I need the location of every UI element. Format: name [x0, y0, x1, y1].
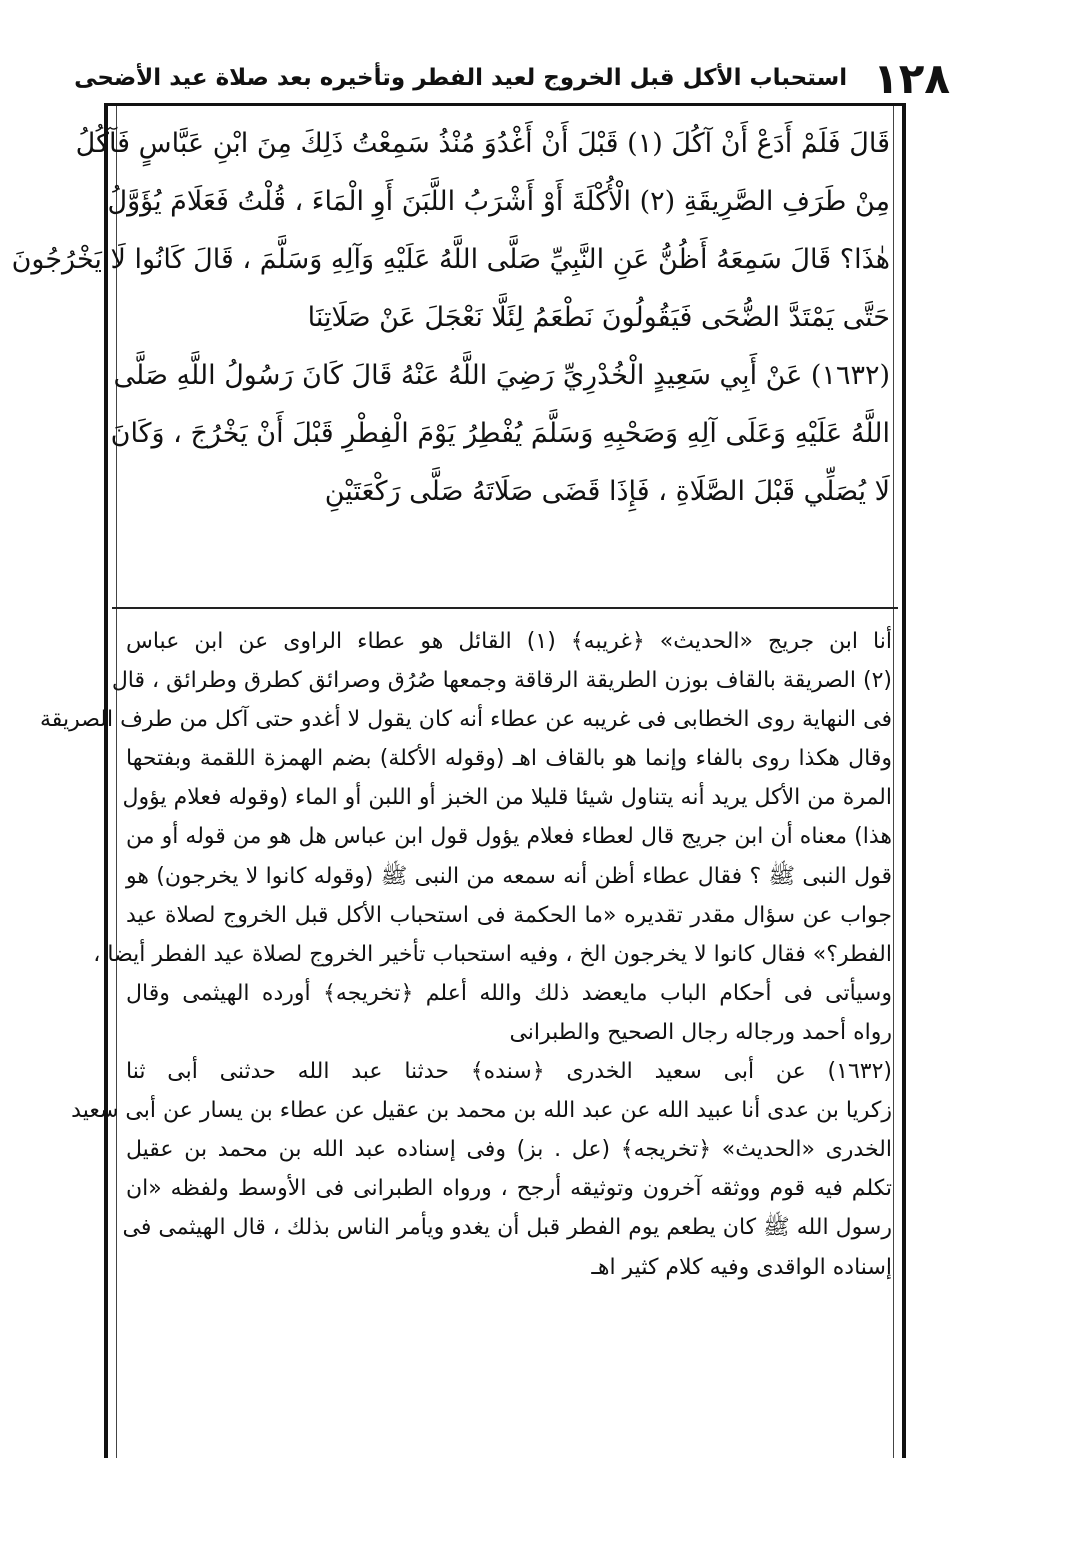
page-header: [74, 48, 950, 108]
commentary-line: فى النهاية روى الخطابى فى غريبه عن عطاء أنه كان يقول لا أغدو حتى آكل من طرف الصريقة: [40, 707, 892, 733]
commentary-line: الفطر؟» فقال كانوا لا يخرجون الخ ، وفيه استحباب تأخير الخروج لصلاة عيد الفطر أيضا ،: [93, 941, 892, 967]
hadith-line: قَالَ فَلَمْ أَدَعْ أَنْ آكُلَ (١) قَبْلَ أَنْ أَغْدُوَ مُنْذُ سَمِعْتُ ذَلِكَ مِنَ ابْنِ عَبَّاسٍ فَآكُلُ: [75, 128, 890, 159]
commentary-line: المرة من الأكل يريد أنه يتناول شيئا قليلا من الخبز أو اللبن أو الماء (وقوله فعلام يؤول: [122, 785, 892, 811]
commentary-line: وسيأتى فى أحكام الباب مايعضد ذلك والله أعلم ﴿تخريجه﴾ أورده الهيثمى وقال: [126, 980, 892, 1006]
commentary-line: قول النبى ﷺ ؟ فقال عطاء أظن أنه سمعه من النبى ﷺ (وقوله كانوا لا يخرجون) هو: [126, 863, 892, 889]
commentary-line: الخدرى «الحديث» ﴿تخريجه﴾ (عل . بز) وفى إسناده عبد الله بن محمد بن عقيل: [126, 1137, 892, 1163]
commentary-line: (١٦٣٢) عن أبى سعيد الخدرى ﴿سنده﴾ حدثنا عبد الله حدثنى أبى ثنا: [126, 1059, 892, 1085]
commentary-line: أنا ابن جريج «الحديث» ﴿غريبه﴾ (١) القائل هو عطاء الراوى عن ابن عباس: [126, 629, 892, 654]
hadith-line: اللَّهُ عَلَيْهِ وَعَلَى آلِهِ وَصَحْبِهِ وَسَلَّمَ يُفْطِرُ يَوْمَ الْفِطْرِ قَبْلَ أَنْ يَخْرُجَ ، وَكَانَ: [110, 418, 890, 449]
hadith-line: مِنْ طَرَفِ الصَّرِيقَةِ (٢) الْأُكْلَةَ أَوْ أَشْرَبُ اللَّبَنَ أَوِ الْمَاءَ ، قُلْتُ فَعَلَامَ يُؤَوَّلُ: [107, 186, 890, 217]
commentary-line: وقال هكذا روى بالفاء وإنما هو بالقاف اهـ (وقوله الأكلة) بضم الهمزة اللقمة وبفتحها: [126, 746, 892, 772]
hadith-line: هٰذَا؟ قَالَ سَمِعَهُ أَظُنُّ عَنِ النَّبِيِّ صَلَّى اللَّهُ عَلَيْهِ وَآلِهِ وَسَلَّمَ ، قَالَ كَانُوا لَا يَخْرُجُونَ: [11, 244, 890, 275]
commentary-line: هذا) معناه أن ابن جريج قال لعطاء فعلام يؤول قول ابن عباس هل هو من قوله أو من: [126, 824, 892, 850]
running-title: استحباب الأكل قبل الخروج لعيد الفطر وتأخيره بعد صلاة عيد الأضحى: [74, 65, 848, 91]
commentary-line: تكلم فيه قوم ووثقه آخرون وتوثيقه أرجح ، ورواه الطبرانى فى الأوسط ولفظه «ان: [126, 1176, 892, 1202]
page-number: ١٢٨: [873, 53, 950, 103]
commentary-line: جواب عن سؤال مقدر تقديره «ما الحكمة فى استحباب الأكل قبل الخروج لصلاة عيد: [126, 902, 892, 928]
commentary-text: [40, 622, 892, 1287]
section-divider: [112, 607, 898, 609]
commentary-line: (٢) الصريقة بالقاف بوزن الطريقة الرقاقة وجمعها صُرُق وصرائق كطرق وطرائق ، قال: [111, 668, 892, 694]
hadith-text: [11, 115, 890, 521]
commentary-line: رسول الله ﷺ كان يطعم يوم الفطر قبل أن يغدو ويأمر الناس بذلك ، قال الهيثمى فى: [122, 1215, 892, 1241]
hadith-line: لَا يُصَلِّي قَبْلَ الصَّلَاةِ ، فَإِذَا قَضَى صَلَاتَهُ صَلَّى رَكْعَتَيْنِ: [324, 476, 890, 507]
commentary-line: رواه أحمد ورجاله رجال الصحيح والطبرانى: [509, 1019, 892, 1045]
hadith-line: حَتَّى يَمْتَدَّ الضُّحَى فَيَقُولُونَ نَطْعَمُ لِئَلَّا نَعْجَلَ عَنْ صَلَاتِنَا: [307, 302, 890, 333]
hadith-line: (١٦٣٢) عَنْ أَبِي سَعِيدٍ الْخُدْرِيِّ رَضِيَ اللَّهُ عَنْهُ قَالَ كَانَ رَسُولُ اللَّهِ صَلَّى: [113, 360, 890, 391]
commentary-line: زكريا بن عدى أنا عبيد الله عن عبد الله بن محمد بن عقيل عن عطاء بن يسار عن أبى سعيد: [71, 1098, 892, 1124]
commentary-line: إسناده الواقدى وفيه كلام كثير اهـ: [591, 1254, 892, 1280]
